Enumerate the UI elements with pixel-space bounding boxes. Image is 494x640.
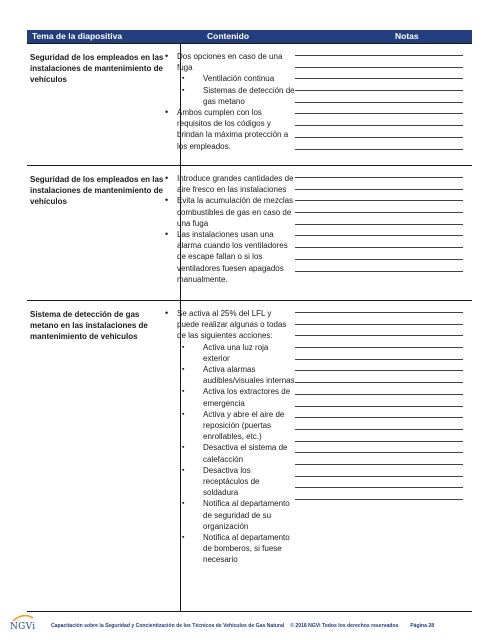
sub-bullet-item: ▪ Sistemas de detección de gas metano <box>160 85 295 107</box>
footer-title: Capacitación sobre la Seguridad y Concientización de los Técnicos de Vehículos de Gas Natural <box>51 623 285 629</box>
note-line <box>295 189 463 190</box>
bullet-item: • Evita la acumulación de mezclas combustibles de gas en caso de una fuga <box>160 195 295 229</box>
note-line <box>295 464 463 465</box>
column-header-notes: Notas <box>395 31 419 41</box>
note-line <box>295 406 463 407</box>
note-line <box>295 177 463 178</box>
note-line <box>295 125 463 126</box>
note-line <box>295 487 463 488</box>
logo-swoosh-icon <box>12 614 34 622</box>
note-line <box>295 394 463 395</box>
content-list <box>160 308 295 566</box>
note-line <box>295 382 463 383</box>
sub-bullet-item: ▪ Desactiva los receptáculos de soldadura <box>160 465 295 499</box>
slide-topic: Sistema de detección de gas metano en las instalaciones de mantenimiento de vehículos <box>30 310 148 341</box>
note-line <box>295 452 463 453</box>
note-line <box>295 55 463 56</box>
slide-topic: Seguridad de los empleados en las instalaciones de mantenimiento de vehículos <box>30 53 164 84</box>
note-line <box>295 417 463 418</box>
note-line <box>295 247 463 248</box>
note-line <box>295 441 463 442</box>
note-line <box>295 429 463 430</box>
note-line <box>295 499 463 500</box>
content-list <box>160 51 295 152</box>
column-header-topic: Tema de la diapositiva <box>32 31 123 41</box>
sub-bullet-item: ▪ Activa los extractores de emergencia <box>160 386 295 408</box>
bullet-item: • Introduce grandes cantidades de aire fresco en las instalaciones <box>160 173 295 195</box>
sub-bullet-item: ▪ Ventilación continua <box>160 73 295 84</box>
table-row <box>27 300 472 612</box>
note-line <box>295 149 463 150</box>
note-line <box>295 67 463 68</box>
content-list <box>160 173 295 285</box>
sub-bullet-item: ▪ Desactiva el sistema de calefacción <box>160 442 295 464</box>
note-line <box>295 359 463 360</box>
ngvi-logo <box>6 614 42 638</box>
note-line <box>295 90 463 91</box>
table-header <box>27 30 472 43</box>
page-footer <box>0 612 494 640</box>
sub-bullet-item: ▪ Notifica al departamento de bomberos, si fuese necesario <box>160 532 295 566</box>
note-line <box>295 137 463 138</box>
note-line <box>295 102 463 103</box>
bullet-item: • Dos opciones en caso de una fuga <box>160 51 295 73</box>
note-line <box>295 259 463 260</box>
note-line <box>295 212 463 213</box>
sub-bullet-item: ▪ Activa y abre el aire de reposición (puertas enrollables, etc.) <box>160 409 295 443</box>
note-line <box>295 335 463 336</box>
sub-bullet-item: ▪ Notifica al departamento de seguridad de su organización <box>160 498 295 532</box>
notes-area[interactable] <box>295 312 463 511</box>
bullet-item: • Se activa al 25% del LFL y puede realizar algunas o todas de las siguientes acciones: <box>160 308 295 342</box>
table-row <box>27 43 472 166</box>
note-line <box>295 235 463 236</box>
column-header-content: Contenido <box>207 31 250 41</box>
bullet-item: • Ambos cumplen con los requisitos de los códigos y brindan la máxima protección a los empleados. <box>160 107 295 152</box>
note-line <box>295 370 463 371</box>
table-row <box>27 165 472 301</box>
note-line <box>295 200 463 201</box>
slide-topic: Seguridad de los empleados en las instalaciones de mantenimiento de vehículos <box>30 175 164 206</box>
logo-text: NGVi <box>10 622 36 632</box>
note-line <box>295 347 463 348</box>
bullet-item: • Las instalaciones usan una alarma cuando los ventiladores de escape fallan o si los ventiladores fuesen apagados manualmente. <box>160 229 295 285</box>
notes-area[interactable] <box>295 55 463 160</box>
sub-bullet-item: ▪ Activa una luz roja exterior <box>160 342 295 364</box>
note-line <box>295 113 463 114</box>
note-line <box>295 312 463 313</box>
note-line <box>295 271 463 272</box>
footer-copyright: © 2018 NGVi Todos los derechos reservados <box>290 623 399 629</box>
note-line <box>295 78 463 79</box>
note-line <box>295 324 463 325</box>
note-line <box>295 224 463 225</box>
sub-bullet-item: ▪ Activa alarmas audibles/visuales internas <box>160 364 295 386</box>
note-line <box>295 476 463 477</box>
notes-area[interactable] <box>295 177 463 282</box>
footer-text <box>51 623 434 629</box>
page-number: Página 28 <box>410 623 435 629</box>
